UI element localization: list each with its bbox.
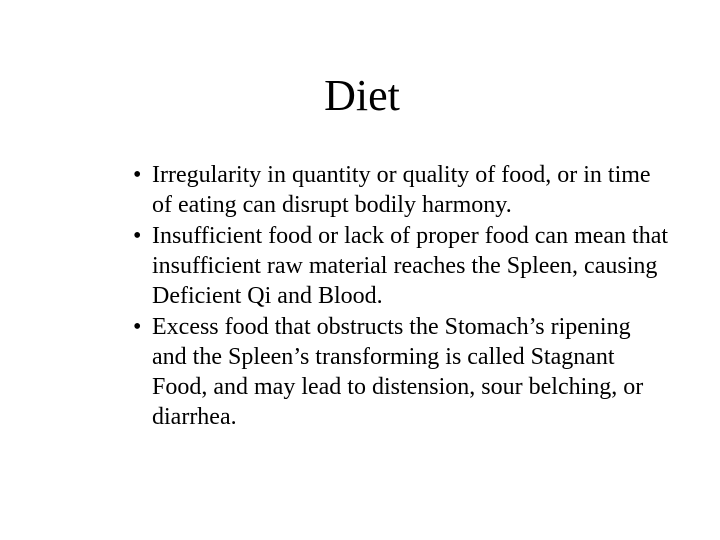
slide-title: Diet — [324, 71, 400, 120]
bullet-text: Irregularity in quantity or quality of food, or in time of eating can disrupt bodily harmony. — [152, 162, 651, 218]
bullet-marker: • — [133, 162, 142, 188]
bullet-item — [130, 312, 670, 432]
bullet-item — [130, 221, 670, 311]
bullet-item — [130, 160, 670, 220]
bullet-text: Excess food that obstructs the Stomach’s ripening and the Spleen’s transforming is called Stagnant Food, and may lead to distension, sour belching, or diarrhea. — [152, 314, 644, 430]
bullet-marker: • — [133, 223, 142, 249]
bullet-text: Insufficient food or lack of proper food can mean that insufficient raw material reaches the Spleen, causing Deficient Qi and Blood. — [152, 223, 669, 309]
bullet-list — [130, 160, 670, 433]
bullet-marker: • — [133, 314, 142, 340]
